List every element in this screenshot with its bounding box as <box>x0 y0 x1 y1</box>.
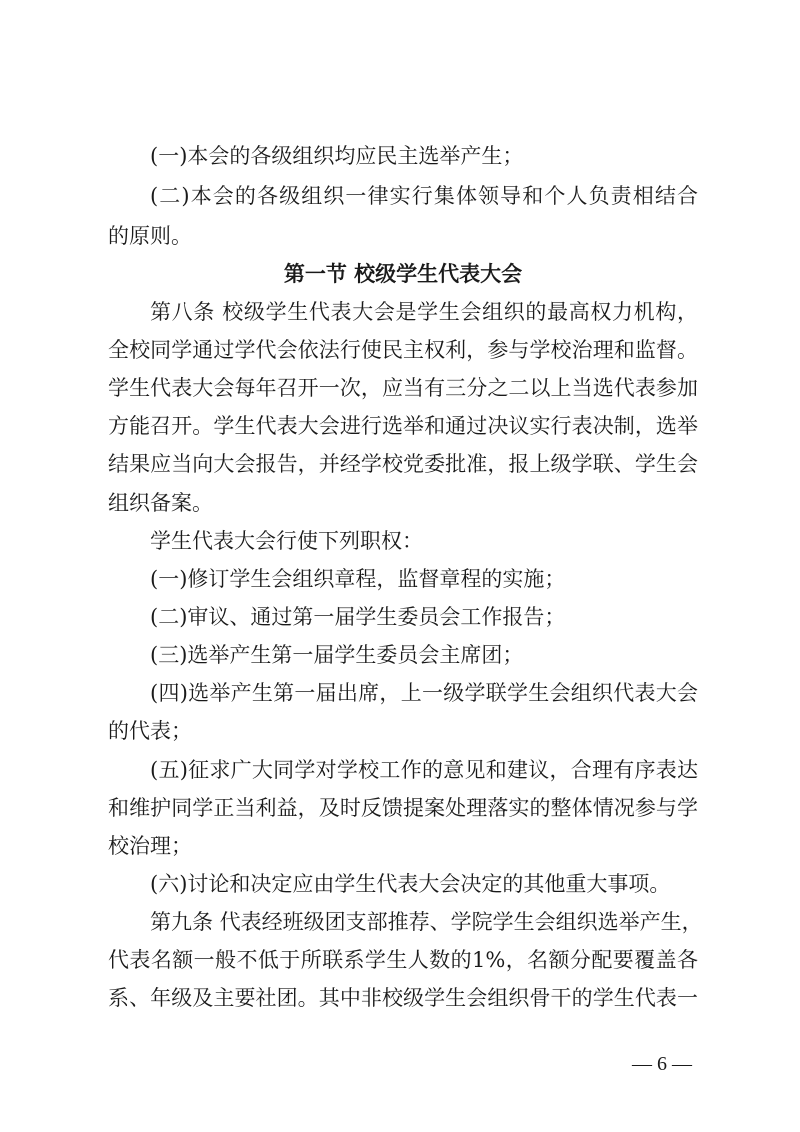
paragraph-line: 和维护同学正当利益，及时反馈提案处理落实的整体情况参与学 <box>108 796 698 820</box>
paragraph-line: (三)选举产生第一届学生委员会主席团； <box>150 643 524 667</box>
paragraph-line: (六)讨论和决定应由学生代表大会决定的其他重大事项。 <box>150 872 671 896</box>
paragraph-line: (四)选举产生第一届出席，上一级学联学生会组织代表大会 <box>150 681 698 705</box>
page-number: — 6 — <box>632 1053 692 1075</box>
paragraph-line: 系、年级及主要社团。其中非校级学生会组织骨干的学生代表一 <box>108 986 698 1010</box>
paragraph-line: 第八条 校级学生代表大会是学生会组织的最高权力机构， <box>150 300 698 324</box>
paragraph-line: 学生代表大会每年召开一次，应当有三分之二以上当选代表参加 <box>108 376 698 400</box>
paragraph-line: 结果应当向大会报告，并经学校党委批准，报上级学联、学生会 <box>108 452 698 476</box>
paragraph-line: 校治理； <box>108 834 192 858</box>
paragraph-line: 全校同学通过学代会依法行使民主权利，参与学校治理和监督。 <box>108 338 698 362</box>
paragraph-line: (一)修订学生会组织章程，监督章程的实施； <box>150 567 566 591</box>
paragraph-line: 方能召开。学生代表大会进行选举和通过决议实行表决制，选举 <box>108 414 698 438</box>
paragraph-line: (二)本会的各级组织一律实行集体领导和个人负责相结合 <box>150 184 698 208</box>
paragraph-line: (二)审议、通过第一届学生委员会工作报告； <box>150 605 566 629</box>
paragraph-line: 的代表； <box>108 719 192 743</box>
paragraph-line: 组织备案。 <box>108 491 213 515</box>
paragraph-line: 学生代表大会行使下列职权： <box>150 529 423 553</box>
section-heading: 第一节 校级学生代表大会 <box>283 262 523 286</box>
paragraph-line: 代表名额一般不低于所联系学生人数的1%，名额分配要覆盖各 <box>108 948 698 972</box>
paragraph-line: (一)本会的各级组织均应民主选举产生； <box>150 144 524 168</box>
paragraph-line: 的原则。 <box>108 224 192 248</box>
paragraph-line: (五)征求广大同学对学校工作的意见和建议，合理有序表达 <box>150 758 698 782</box>
paragraph-line: 第九条 代表经班级团支部推荐、学院学生会组织选举产生， <box>150 910 703 934</box>
